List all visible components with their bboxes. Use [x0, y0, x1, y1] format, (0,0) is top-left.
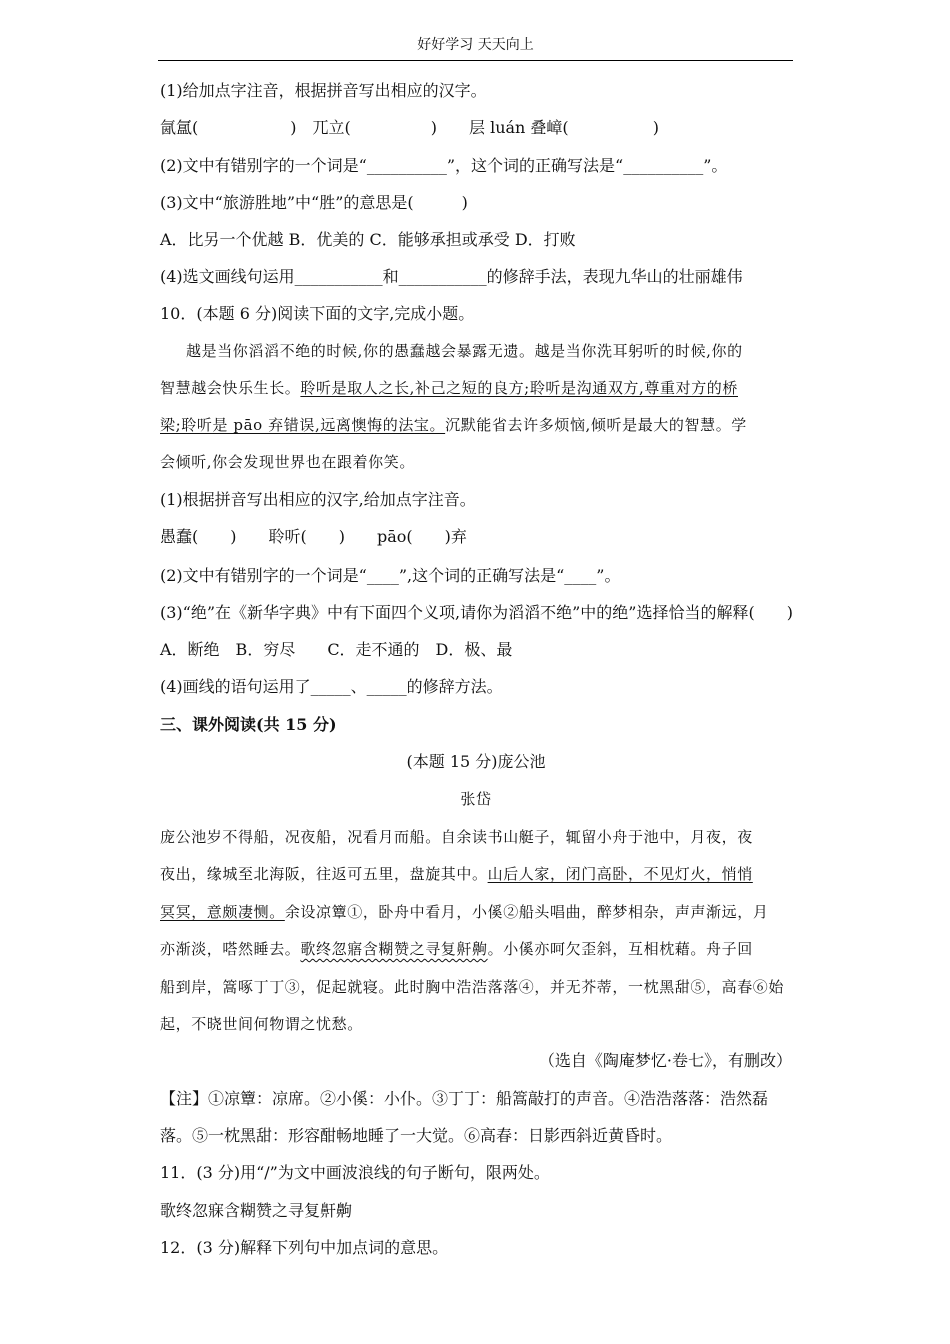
underlined-sentence: 聆听是取人之长,补己之短的良方;聆听是沟通双方,尊重对方的桥: [300, 379, 738, 397]
blank-item-1: 氤氲(: [160, 118, 199, 137]
question-9-2: (2)文中有错别字的一个词是“__________”，这个词的正确写法是“__________”。: [160, 156, 728, 175]
reading-source: （选自《陶庵梦忆·卷七》，有删改）: [538, 1051, 792, 1070]
question-11: 11．(3 分)用“/”为文中画波浪线的句子断句，限两处。: [160, 1163, 550, 1182]
question-9-1-blanks: [160, 117, 792, 139]
section-3-heading: 三、课外阅读(共 15 分): [160, 715, 337, 734]
blank-item-2: ) 兀立(: [290, 118, 351, 137]
question-12: 12．(3 分)解释下列句中加点词的意思。: [160, 1238, 449, 1257]
reading-line-5: 船到岸，篙啄丁丁③，促起就寝。此时胸中浩浩落落④，并无芥蒂，一枕黑甜⑤，高春⑥始: [160, 978, 785, 996]
reading-line-6: 起，不晓世间何物谓之忧愁。: [160, 1015, 363, 1033]
question-9-3-options: A．比另一个优越 B．优美的 C．能够承担或承受 D．打败: [160, 230, 576, 249]
question-9-1: (1)给加点字注音，根据拼音写出相应的汉字。: [160, 81, 487, 100]
blank-item-3-close: ): [652, 118, 659, 137]
reading-text: 亦渐淡，嗒然睡去。: [160, 940, 301, 958]
passage-10-line-3: [160, 414, 792, 436]
passage-10-line-2: [160, 377, 792, 399]
reading-line-4: [160, 938, 792, 960]
question-10-3-options: A．断绝 B．穷尽 C．走不通的 D．极、最: [160, 640, 513, 659]
question-10-3: (3)“绝”在《新华字典》中有下面四个义项,请你为滔滔不绝”中的绝”选择恰当的解释( ): [160, 603, 793, 622]
page-header: 好好学习 天天向上: [417, 37, 534, 53]
question-10-2: (2)文中有错别字的一个词是“____”,这个词的正确写法是“____”。: [160, 566, 621, 585]
reading-text: 。小傒亦呵欠歪斜，互相枕藉。舟子回: [487, 940, 753, 958]
wavy-underlined-sentence: 歌终忽寤含糊赞之寻复鼾齁: [300, 940, 488, 958]
reading-author: 张岱: [460, 790, 492, 808]
underlined-sentence: 梁;聆听是 pāo 弃错误,远离懊悔的法宝。: [160, 416, 446, 434]
question-10-1-blanks: 愚蠢( ) 聆听( ) pāo( )弃: [160, 527, 467, 546]
question-9-3: (3)文中“旅游胜地”中“胜”的意思是( ): [160, 193, 468, 212]
header-divider: [158, 60, 793, 61]
underlined-sentence: 山后人家，闭门高卧，不见灯火，悄悄: [487, 865, 753, 883]
reading-line-3: [160, 901, 792, 923]
notes-line-1: 【注】①凉簟：凉席。②小傒：小仆。③丁丁：船篙敲打的声音。④浩浩落落：浩然磊: [160, 1089, 769, 1108]
passage-10-line-1: 越是当你滔滔不绝的时候,你的愚蠢越会暴露无遗。越是当你洗耳躬听的时候,你的: [186, 342, 743, 360]
blank-item-3: ) 层 luán 叠嶂(: [430, 118, 569, 137]
reading-line-2: [160, 863, 792, 885]
question-10-heading: 10．(本题 6 分)阅读下面的文字,完成小题。: [160, 304, 475, 323]
question-10-4: (4)画线的语句运用了_____、_____的修辞方法。: [160, 677, 503, 696]
reading-text: 夜出，缘城至北海阪，往返可五里，盘旋其中。: [160, 865, 488, 883]
reading-title: (本题 15 分)庞公池: [406, 752, 546, 771]
reading-line-1: 庞公池岁不得船，况夜船，况看月而船。自余读书山艇子，辄留小舟于池中，月夜，夜: [160, 828, 753, 846]
question-10-1: (1)根据拼音写出相应的汉字,给加点字注音。: [160, 490, 476, 509]
reading-text: 余设凉簟①，卧舟中看月，小傒②船头唱曲，醉梦相杂，声声渐远，月: [284, 903, 769, 921]
passage-text: 智慧越会快乐生长。: [160, 379, 301, 397]
question-9-4: (4)选文画线句运用___________和___________的修辞手法，表现九华山的壮丽雄伟: [160, 267, 743, 286]
passage-text: 沉默能省去许多烦恼,倾听是最大的智慧。学: [445, 416, 747, 434]
passage-10-line-4: 会倾听,你会发现世界也在跟着你笑。: [160, 453, 415, 471]
underlined-sentence: 冥冥，意颇凄恻。: [160, 903, 285, 921]
notes-line-2: 落。⑤一枕黑甜：形容酣畅地睡了一大觉。⑥高春：日影西斜近黄昏时。: [160, 1126, 673, 1145]
question-11-sentence: 歌终忽寐含糊赞之寻复鼾齁: [160, 1201, 353, 1220]
